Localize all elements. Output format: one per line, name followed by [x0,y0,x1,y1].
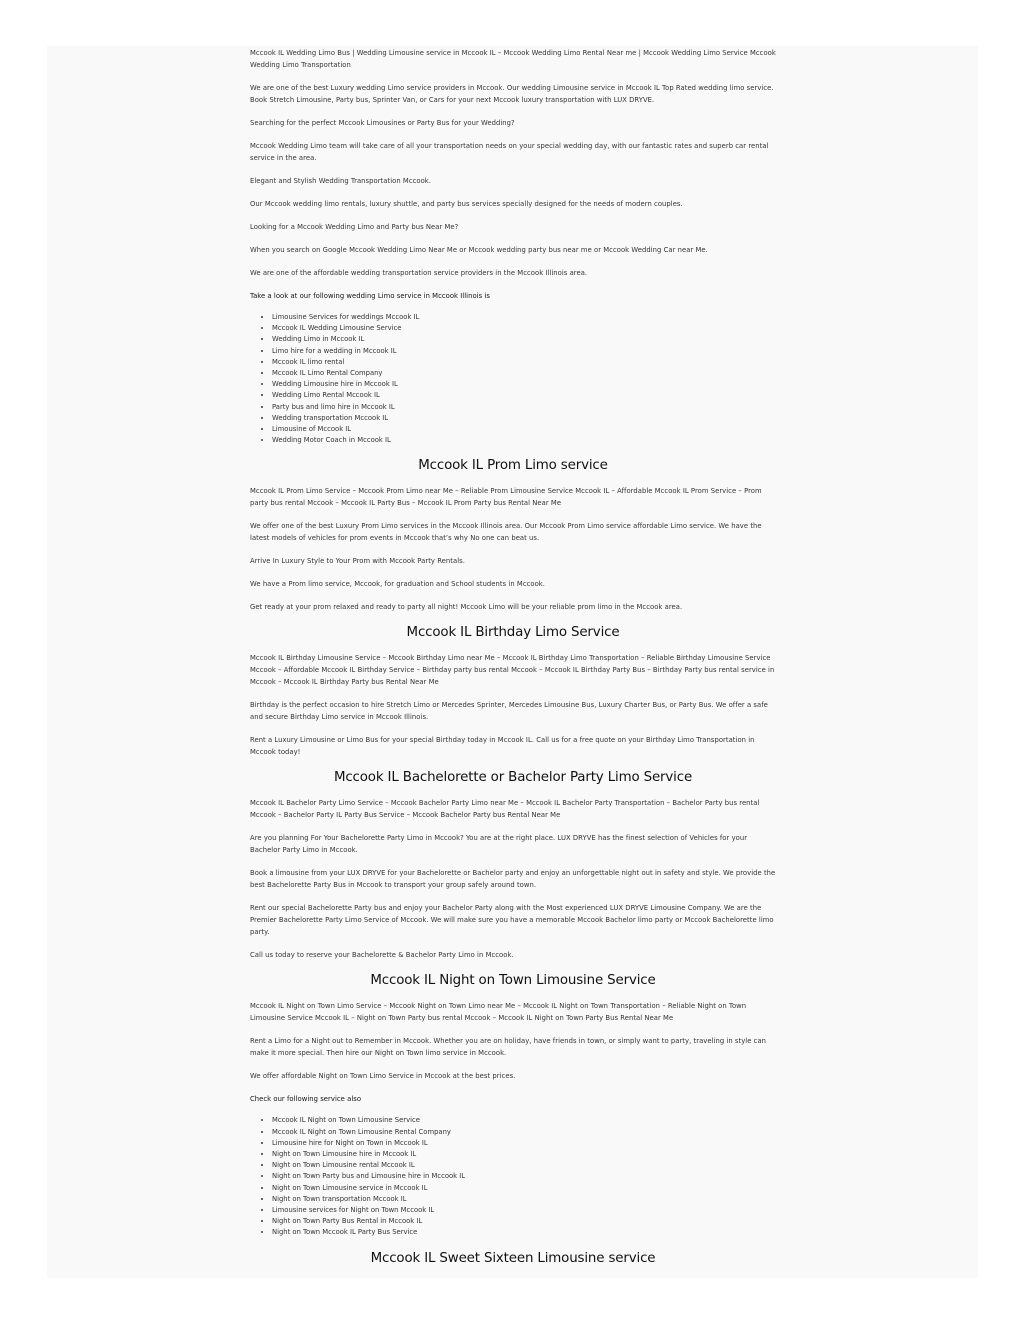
list-item: • Limousine of Mccook IL [272,424,776,435]
night-paragraph: We offer affordable Night on Town Limo Service in Mccook at the best prices. [250,1072,516,1081]
list-item: • Wedding transportation Mccook IL [272,413,776,424]
list-item: • Limo hire for a wedding in Mccook IL [272,346,776,357]
wedding-list-lead: Take a look at our following wedding Limo service in Mccook Illinois is [250,292,490,300]
birthday-paragraph: Rent a Luxury Limousine or Limo Bus for your special Birthday today in Mccook IL. Call us for a free quote on your Birthday Limo Transportation in Mccook today! [250,736,755,757]
list-item: • Party bus and limo hire in Mccook IL [272,402,776,413]
list-item: • Wedding Limo Rental Mccook IL [272,390,776,401]
list-item: • Limousine services for Night on Town Mccook IL [272,1205,776,1216]
birthday-heading: Mccook IL Birthday Limo Service [406,625,620,641]
intro-paragraph: Mccook IL Wedding Limo Bus | Wedding Limousine service in Mccook IL – Mccook Wedding Limo Rental Near me | Mccook Wedding Limo Service Mccook Wedding Limo Transportation [250,49,776,69]
bachelor-paragraph: Book a limousine from your LUX DRYVE for your Bachelorette or Bachelor party and enjoy an unforgettable night out in safety and style. We provide the best Bachelorette Party Bus in Mccook to transport your group safely around town. [250,869,776,890]
list-item: • Limousine Services for weddings Mccook IL [272,312,776,323]
night-heading: Mccook IL Night on Town Limousine Service [370,973,656,989]
list-item: • Night on Town Limousine service in Mccook IL [272,1183,776,1194]
night-list-lead: Check our following service also [250,1095,362,1104]
intro-paragraph: Our Mccook wedding limo rentals, luxury shuttle, and party bus services specially designed for the needs of modern couples. [250,200,683,208]
list-item: • Mccook IL Night on Town Limousine Rental Company [272,1127,776,1138]
list-item: • Night on Town Limousine rental Mccook IL [272,1160,776,1171]
article-body [250,47,776,1278]
night-service-list [250,1115,776,1238]
bachelor-heading: Mccook IL Bachelorette or Bachelor Party Limo Service [333,770,693,786]
list-item: • Wedding Motor Coach in Mccook IL [272,435,776,446]
intro-paragraph: Mccook Wedding Limo team will take care of all your transportation needs on your special wedding day, with our fantastic rates and superb car rental service in the area. [250,142,769,162]
prom-paragraph: Get ready at your prom relaxed and ready to party all night! Mccook Limo will be your reliable prom limo in the Mccook area. [250,603,683,612]
list-item: • Night on Town Limousine hire in Mccook IL [272,1149,776,1160]
prom-paragraph: Arrive In Luxury Style to Your Prom with Mccook Party Rentals. [250,557,465,566]
prom-paragraph: We have a Prom limo service, Mccook, for graduation and School students in Mccook. [250,580,546,589]
night-paragraph: Mccook IL Night on Town Limo Service – Mccook Night on Town Limo near Me – Mccook IL Night on Town Transportation – Reliable Night on Town Limousine Service Mccook IL – Night on Town Party bus rental Mccook – Mccook IL Night on Town Party Bus Rental Near Me [250,1002,747,1023]
list-item: • Limousine hire for Night on Town in Mccook IL [272,1138,776,1149]
list-item: • Mccook IL limo rental [272,357,776,368]
prom-paragraph: We offer one of the best Luxury Prom Limo services in the Mccook Illinois area. Our Mccook Prom Limo service affordable Limo service. We have the latest models of vehicles for prom events in Mccook that’s why No one can beat us. [250,522,762,543]
sweet-sixteen-heading: Mccook IL Sweet Sixteen Limousine service [370,1250,656,1266]
prom-paragraph: Mccook IL Prom Limo Service – Mccook Prom Limo near Me – Reliable Prom Limousine Service Mccook IL – Affordable Mccook IL Prom Service – Prom party bus rental Mccook – Mccook IL Party Bus – Mccook IL Prom Party bus Rental Near Me [250,487,762,508]
birthday-paragraph: Birthday is the perfect occasion to hire Stretch Limo or Mercedes Sprinter, Mercedes Limousine Bus, Luxury Charter Bus, or Party Bus. We offer a safe and secure Birthday Limo service in Mccook Illinois. [250,701,768,722]
bachelor-paragraph: Call us today to reserve your Bachelorette & Bachelor Party Limo in Mccook. [250,951,514,960]
intro-paragraph: Searching for the perfect Mccook Limousines or Party Bus for your Wedding? [250,119,515,127]
list-item: • Wedding Limousine hire in Mccook IL [272,379,776,390]
bachelor-paragraph: Rent our special Bachelorette Party bus and enjoy your Bachelor Party along with the Most experienced LUX DRYVE Limousine Company. We are the Premier Bachelorette Party Limo Service of Mccook. We will make sure you have a memorable Mccook Bachelor limo party or Mccook Bachelorette limo party. [250,904,774,937]
birthday-paragraph: Mccook IL Birthday Limousine Service – Mccook Birthday Limo near Me – Mccook IL Birthday Limo Transportation – Reliable Birthday Limousine Service Mccook – Affordable Mccook IL Birthday Service – Birthday party bus rental Mccook – Mccook IL Birthday Party Bus – Birthday Party bus rental service in Mccook – Mccook IL Birthday Party bus Rental Near Me [250,654,775,687]
wedding-service-list [250,312,776,446]
list-item: • Night on Town Party Bus Rental in Mccook IL [272,1216,776,1227]
intro-paragraph: We are one of the best Luxury wedding Limo service providers in Mccook. Our wedding Limousine service in Mccook IL Top Rated wedding limo service. Book Stretch Limousine, Party bus, Sprinter Van, or Cars for your next Mccook luxury transportation with LUX DRYVE. [250,84,774,104]
intro-paragraph: When you search on Google Mccook Wedding Limo Near Me or Mccook wedding party bus near me or Mccook Wedding Car near Me. [250,246,708,254]
night-paragraph: Rent a Limo for a Night out to Remember in Mccook. Whether you are on holiday, have friends in town, or simply want to party, traveling in style can make it more special. Then hire our Night on Town limo service in Mccook. [250,1037,767,1058]
intro-paragraph: Elegant and Stylish Wedding Transportation Mccook. [250,177,432,185]
list-item: • Wedding Limo in Mccook IL [272,334,776,345]
intro-paragraph: Looking for a Mccook Wedding Limo and Party bus Near Me? [250,223,459,231]
bachelor-paragraph: Are you planning For Your Bachelorette Party Limo in Mccook? You are at the right place. LUX DRYVE has the finest selection of Vehicles for your Bachelor Party Limo in Mccook. [250,834,748,855]
bachelor-paragraph: Mccook IL Bachelor Party Limo Service – Mccook Bachelor Party Limo near Me – Mccook IL Bachelor Party Transportation – Bachelor Party bus rental Mccook – Bachelor Party IL Party Bus Service – Mccook Bachelor Party bus Rental Near Me [250,799,760,820]
list-item: • Mccook IL Limo Rental Company [272,368,776,379]
list-item: • Night on Town transportation Mccook IL [272,1194,776,1205]
list-item: • Mccook IL Night on Town Limousine Service [272,1115,776,1126]
list-item: • Mccook IL Wedding Limousine Service [272,323,776,334]
list-item: • Night on Town Mccook IL Party Bus Service [272,1227,776,1238]
prom-heading: Mccook IL Prom Limo service [418,458,608,474]
list-item: • Night on Town Party bus and Limousine hire in Mccook IL [272,1171,776,1182]
intro-paragraph: We are one of the affordable wedding transportation service providers in the Mccook Illinois area. [250,269,588,277]
